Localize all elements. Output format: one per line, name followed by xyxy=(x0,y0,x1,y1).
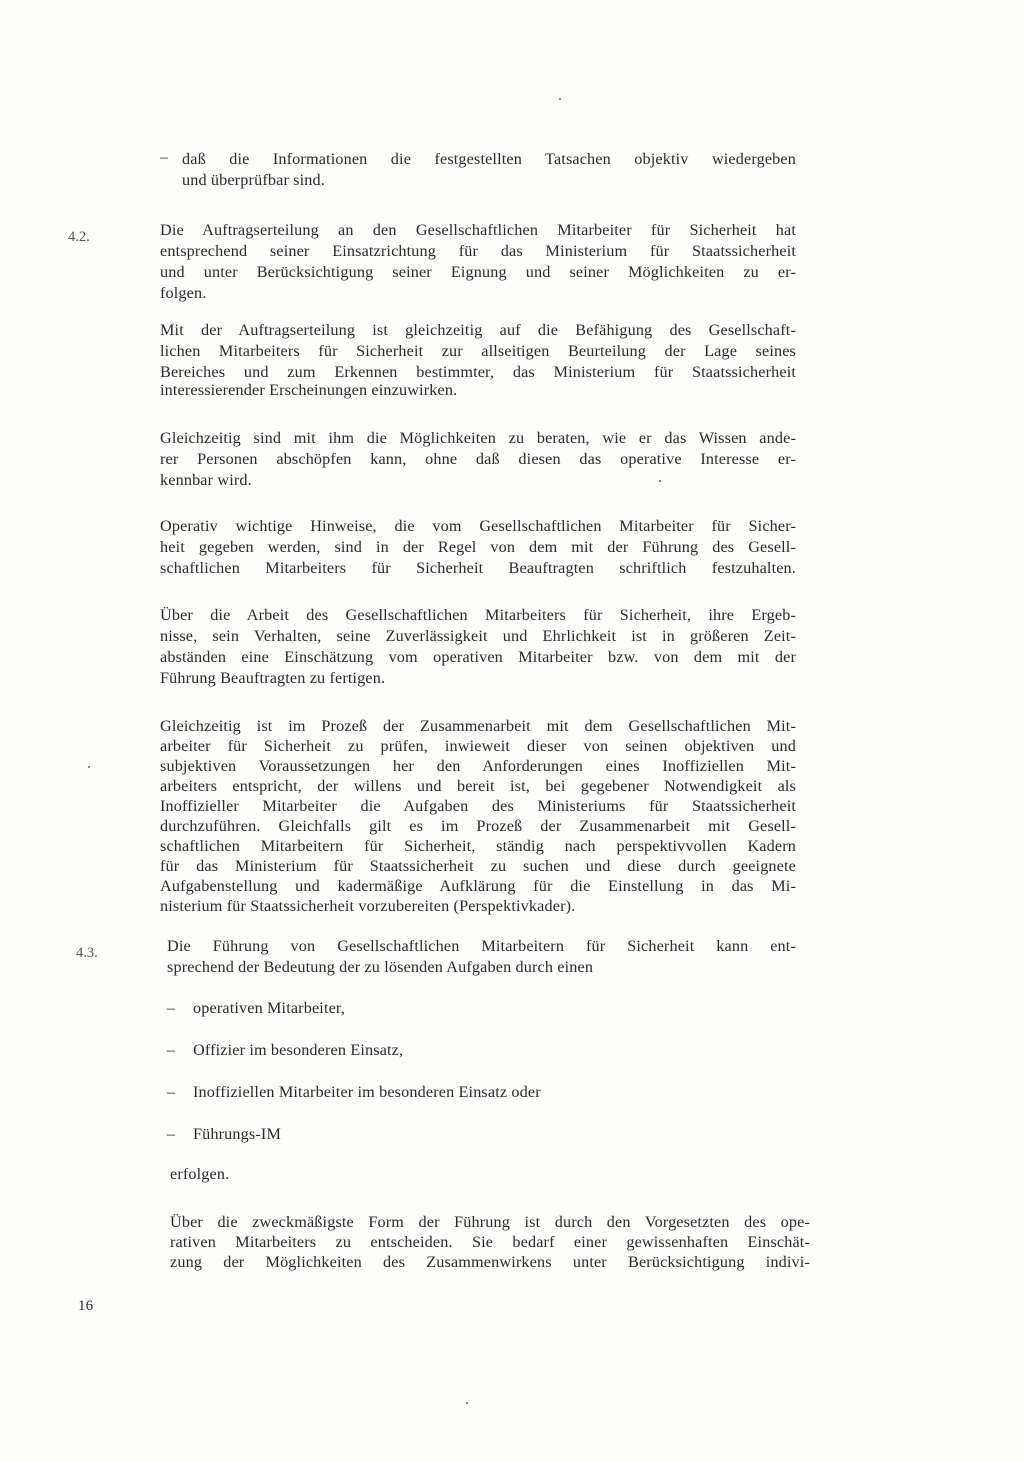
text-line: interessierender Erscheinungen einzuwirken. xyxy=(160,381,458,399)
text-line: Über die zweckmäßigste Form der Führung ist durch den Vorgesetzten des ope- xyxy=(170,1213,810,1231)
text-line: entsprechend seiner Einsatzrichtung für das Ministerium für Staatssicherheit xyxy=(160,242,796,260)
text-line: rativen Mitarbeiters zu entscheiden. Sie bedarf einer gewissenhaften Einschät- xyxy=(170,1233,810,1251)
text-line: zung der Möglichkeiten des Zusammenwirkens unter Berücksichtigung indivi- xyxy=(170,1253,810,1271)
text-line: Mit der Auftragserteilung ist gleichzeitig auf die Befähigung des Gesellschaft- xyxy=(160,321,796,339)
text-line: nisse, sein Verhalten, seine Zuverlässigkeit und Ehrlichkeit ist in größeren Zeit- xyxy=(160,627,796,645)
list-dash: – xyxy=(167,1126,175,1143)
text-line: durchzuführen. Gleichfalls gilt es im Prozeß der Zusammenarbeit mit Gesell- xyxy=(160,817,796,835)
list-dash: – xyxy=(167,1084,175,1101)
text-line: daß die Informationen die festgestellten Tatsachen objektiv wiedergeben xyxy=(182,150,796,168)
scan-speck xyxy=(559,98,561,100)
text-line: und überprüfbar sind. xyxy=(182,171,325,189)
text-line: nisterium für Staatssicherheit vorzubereiten (Perspektivkader). xyxy=(160,897,576,915)
text-line: Gleichzeitig ist im Prozeß der Zusammenarbeit mit dem Gesellschaftlichen Mit- xyxy=(160,717,796,735)
text-line: Aufgabenstellung und kadermäßige Aufklärung für die Einstellung in das Mi- xyxy=(160,877,796,895)
section-number: 4.2. xyxy=(68,229,90,245)
text-line: Führung Beauftragten zu fertigen. xyxy=(160,669,386,687)
text-line: arbeiters entspricht, der willens und bereit ist, bei gegebener Notwendigkeit als xyxy=(160,777,796,795)
text-line: Die Führung von Gesellschaftlichen Mitarbeitern für Sicherheit kann ent- xyxy=(167,937,796,955)
text-line: sprechend der Bedeutung der zu lösenden Aufgaben durch einen xyxy=(167,958,594,976)
text-line: subjektiven Voraussetzungen her den Anforderungen eines Inoffiziellen Mit- xyxy=(160,757,796,775)
text-line: Gleichzeitig sind mit ihm die Möglichkeiten zu beraten, wie er das Wissen ande- xyxy=(160,429,796,447)
scan-speck xyxy=(88,766,90,768)
text-line: erfolgen. xyxy=(170,1165,230,1183)
text-line: und unter Berücksichtigung seiner Eignung und seiner Möglichkeiten zu er- xyxy=(160,263,796,281)
text-line: Bereiches und zum Erkennen bestimmter, das Ministerium für Staatssicherheit xyxy=(160,363,796,381)
text-line: schaftlichen Mitarbeitern für Sicherheit, ständig nach perspektivvollen Kadern xyxy=(160,837,796,855)
list-item: Führungs-IM xyxy=(193,1125,281,1143)
text-line: rer Personen abschöpfen kann, ohne daß diesen das operative Interesse er- xyxy=(160,450,796,468)
scan-speck xyxy=(466,1402,468,1404)
bullet-dash: – xyxy=(160,149,168,166)
list-dash: – xyxy=(167,1042,175,1059)
text-line: heit gegeben werden, sind in der Regel von dem mit der Führung des Gesell- xyxy=(160,538,796,556)
text-line: Inoffizieller Mitarbeiter die Aufgaben des Ministeriums für Staatssicherheit xyxy=(160,797,796,815)
section-number: 4.3. xyxy=(76,945,98,961)
text-line: Operativ wichtige Hinweise, die vom Gesellschaftlichen Mitarbeiter für Sicher- xyxy=(160,517,796,535)
text-line: schaftlichen Mitarbeiters für Sicherheit Beauftragten schriftlich festzuhalten. xyxy=(160,559,796,577)
list-item: Offizier im besonderen Einsatz, xyxy=(193,1041,404,1059)
text-line: für das Ministerium für Staatssicherheit zu suchen und diese durch geeignete xyxy=(160,857,796,875)
text-line: kennbar wird. xyxy=(160,471,252,489)
text-line: abständen eine Einschätzung vom operativen Mitarbeiter bzw. von dem mit der xyxy=(160,648,796,666)
list-dash: – xyxy=(167,1000,175,1017)
text-line: lichen Mitarbeiters für Sicherheit zur allseitigen Beurteilung der Lage seines xyxy=(160,342,796,360)
scan-speck xyxy=(659,480,661,482)
list-item: operativen Mitarbeiter, xyxy=(193,999,346,1017)
text-line: Die Auftragserteilung an den Gesellschaftlichen Mitarbeiter für Sicherheit hat xyxy=(160,221,796,239)
text-line: Über die Arbeit des Gesellschaftlichen Mitarbeiters für Sicherheit, ihre Ergeb- xyxy=(160,606,796,624)
list-item: Inoffiziellen Mitarbeiter im besonderen Einsatz oder xyxy=(193,1083,541,1101)
text-line: arbeiter für Sicherheit zu prüfen, inwieweit dieser von seinen objektiven und xyxy=(160,737,796,755)
page-number: 16 xyxy=(78,1298,94,1314)
text-line: folgen. xyxy=(160,284,207,302)
